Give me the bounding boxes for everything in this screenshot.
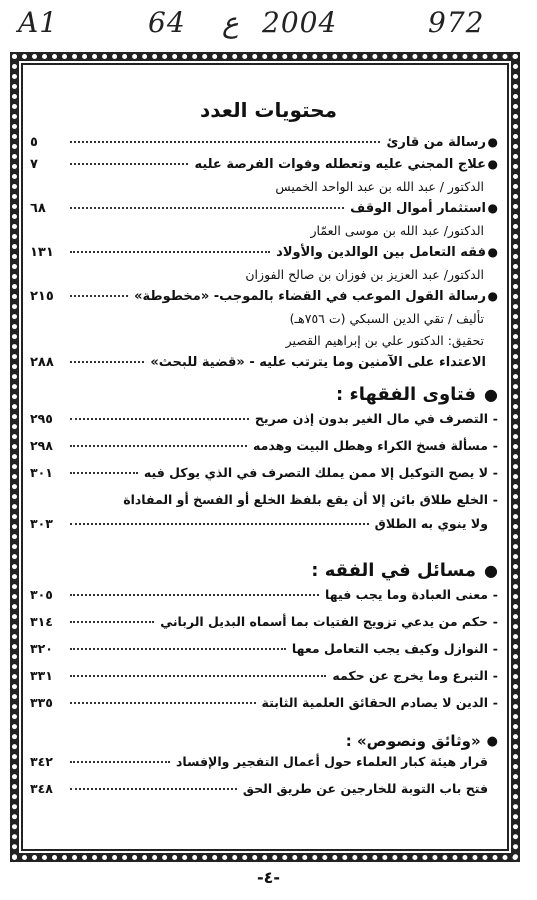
item-page: ٣٤٢: [30, 754, 53, 769]
dot-leader: [70, 163, 188, 165]
bullet-icon: ●: [487, 135, 498, 149]
item-title: النوازل وكيف يجب التعامل معها: [291, 641, 488, 656]
dot-leader: [70, 295, 128, 297]
item-title: الخلع طلاق بائن إلا أن يقع بلفظ الخلع أو الفسخ أو المفاداة: [123, 492, 488, 507]
item-page: ٣٣٥: [30, 695, 53, 710]
toc-entry: [30, 245, 498, 267]
entry-title: رسالة القول الموعب في القضاء بالموجب- «مخطوطة»: [134, 289, 486, 304]
entry-editor: تحقيق: الدكتور علي بن إبراهيم القصير: [285, 333, 484, 348]
dot-leader: [70, 141, 380, 143]
toc-entry: [30, 355, 498, 377]
section-title: فتاوى الفقهاء :: [336, 383, 477, 405]
bullet-icon: ●: [487, 245, 498, 259]
item-title: مسألة فسخ الكراء وهطل البيت وهدمه: [253, 438, 488, 453]
dot-leader: [70, 675, 326, 677]
bullet-icon: ●: [487, 157, 498, 171]
handwritten-issue: 64: [148, 6, 186, 39]
toc-entry: [30, 135, 498, 157]
entry-page: ١٣١: [30, 245, 54, 260]
entry-page: ٢١٥: [30, 289, 54, 304]
section-title: «وثائق ونصوص» :: [345, 732, 481, 750]
dot-leader: [70, 702, 256, 704]
entry-page: ٧: [30, 157, 38, 172]
entry-page: ٥: [30, 135, 38, 150]
entry-author: تأليف / تقي الدين السبكي (ت ٧٥٦هـ): [289, 311, 484, 326]
item-title: حكم من يدعي تزويج الفتيات بما أسماه البديل الرباني: [160, 614, 488, 629]
dot-leader: [70, 418, 249, 420]
bullet-icon: ●: [487, 201, 498, 215]
item-page: ٣٠٣: [30, 516, 53, 531]
item-title: معنى العبادة وما يجب فيها: [325, 587, 488, 602]
page-number: -٤-: [256, 868, 281, 887]
item-page: ٣٠١: [30, 465, 53, 480]
fatwa-item: - مسألة فسخ الكراء وهطل البيت وهدمه ٢٩٨: [30, 438, 498, 453]
item-title: فتح باب التوبة للخارجين عن طريق الحق: [242, 781, 488, 796]
item-title: الدين لا يصادم الحقائق العلمية الثابتة: [261, 695, 488, 710]
masail-item: - حكم من يدعي تزويج الفتيات بما أسماه البديل الرباني ٣١٤: [30, 614, 498, 629]
item-title: التبرع وما يخرج عن حكمه: [332, 668, 488, 683]
bullet-icon: ●: [487, 289, 498, 303]
section-heading-wathaiq: [30, 728, 498, 754]
dot-leader: [70, 648, 286, 650]
bullet-icon: ●: [484, 384, 498, 404]
fatwa-item: - لا يصح التوكيل إلا ممن يملك التصرف في الذي يوكل فيه ٣٠١: [30, 465, 498, 480]
entry-author: الدكتور / عبد الله بن عبد الواحد الخميس: [275, 179, 484, 194]
item-page: ٣٠٥: [30, 587, 53, 602]
masail-item: - التبرع وما يخرج عن حكمه ٣٣١: [30, 668, 498, 683]
dot-leader: [70, 445, 247, 447]
item-title: لا يصح التوكيل إلا ممن يملك التصرف في الذي يوكل فيه: [143, 465, 488, 480]
fatwa-item-cont: [30, 516, 498, 543]
entry-title: الاعتداء على الآمنين وما يترتب عليه - «قضية للبحث»: [150, 355, 486, 370]
fatwa-item: - الخلع طلاق بائن إلا أن يقع بلفظ الخلع أو الفسخ أو المفاداة: [123, 492, 498, 507]
masail-item: - معنى العبادة وما يجب فيها ٣٠٥: [30, 587, 498, 602]
section-heading-fatawa: [30, 377, 498, 411]
dot-leader: [70, 361, 144, 363]
toc-entry: [30, 157, 498, 179]
entry-page: ٢٨٨: [30, 355, 54, 370]
dot-leader: [70, 594, 319, 596]
bullet-icon: ●: [484, 560, 498, 580]
item-page: ٣٤٨: [30, 781, 53, 796]
table-of-contents: [30, 135, 498, 808]
item-title-cont: ولا ينوي به الطلاق: [374, 516, 488, 531]
dot-leader: [70, 621, 154, 623]
item-page: ٣٢٠: [30, 641, 53, 656]
dot-leader: [70, 251, 270, 253]
item-page: ٣١٤: [30, 614, 53, 629]
section-heading-masail: [30, 553, 498, 587]
masail-item: - النوازل وكيف يجب التعامل معها ٣٢٠: [30, 641, 498, 656]
dot-leader: [70, 761, 170, 763]
handwritten-code: A1: [18, 6, 59, 39]
item-title: قرار هيئة كبار العلماء حول أعمال التفجير والإفساد: [176, 754, 488, 769]
bullet-icon: ●: [486, 733, 498, 749]
entry-page: ٦٨: [30, 201, 46, 216]
item-page: ٣٣١: [30, 668, 53, 683]
dot-leader: [70, 472, 138, 474]
toc-entry: [30, 201, 498, 223]
entry-title: رسالة من قارئ: [386, 135, 486, 150]
masail-item: - الدين لا يصادم الحقائق العلمية الثابتة ٣٣٥: [30, 695, 498, 710]
document-item: [30, 781, 498, 808]
entry-title: فقه التعامل بين الوالدين والأولاد: [276, 245, 486, 260]
section-title: مسائل في الفقه :: [311, 559, 477, 581]
item-title: التصرف في مال الغير بدون إذن صريح: [254, 411, 488, 426]
handwritten-number: 972: [428, 6, 485, 39]
entry-title: استثمار أموال الوقف: [350, 201, 486, 216]
entry-title: علاج المجني عليه وتعطله وفوات الفرصة عليه: [194, 157, 486, 172]
document-item: [30, 754, 498, 781]
handwritten-year: 2004: [262, 6, 338, 39]
entry-author: الدكتور/ عبد الله بن موسى العمّار: [310, 223, 484, 238]
dot-leader: [70, 788, 237, 790]
handwritten-mark: ع: [222, 6, 239, 39]
toc-entry: [30, 289, 498, 311]
item-page: ٢٩٥: [30, 411, 53, 426]
page-title: محتويات العدد: [199, 98, 338, 122]
dot-leader: [70, 523, 369, 525]
item-page: ٢٩٨: [30, 438, 53, 453]
dot-leader: [70, 207, 344, 209]
fatwa-item: - التصرف في مال الغير بدون إذن صريح ٢٩٥: [30, 411, 498, 426]
entry-author: الدكتور/ عبد العزيز بن فوزان بن صالح الفوزان: [245, 267, 484, 282]
